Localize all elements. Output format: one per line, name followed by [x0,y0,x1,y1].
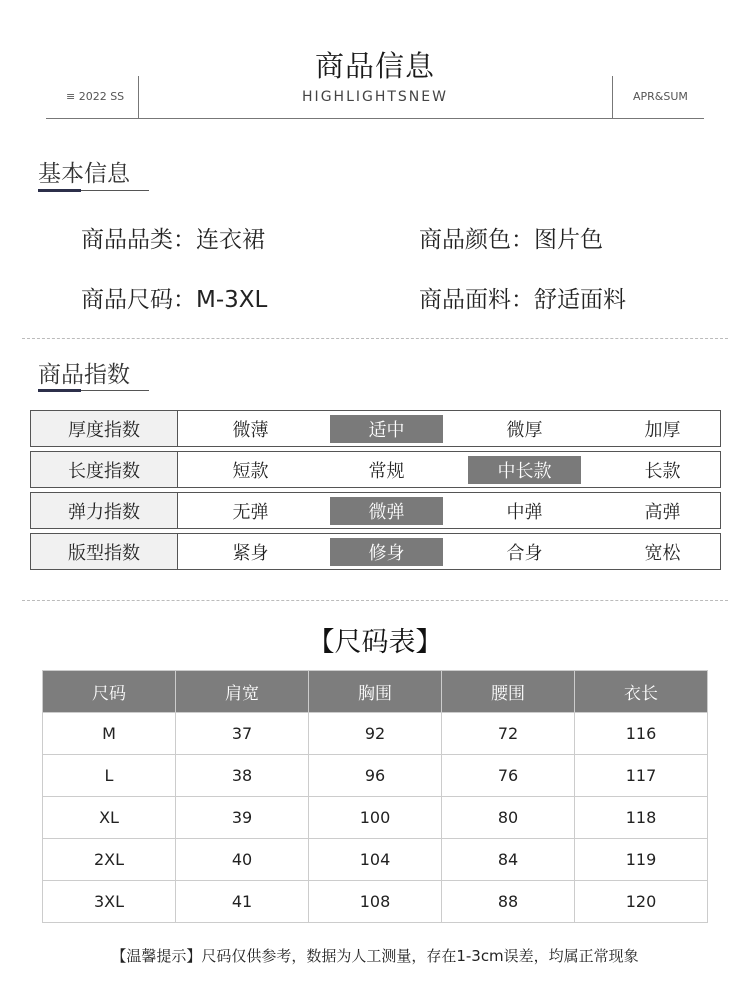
highlights-label: HIGHLIGHTSNEW [302,89,448,105]
table-row [43,881,708,923]
index-option: 短款 [232,461,269,482]
table-cell: 84 [442,839,575,881]
index-row-label: 版型指数 [31,534,178,569]
info-fabric: 商品面料：舒适面料 [419,287,626,313]
table-cell: 40 [176,839,309,881]
table-cell: 2XL [43,839,176,881]
index-row-label: 弹力指数 [31,493,178,528]
index-option: 中弹 [506,502,543,523]
index-row [30,492,721,529]
index-row-label: 厚度指数 [31,411,178,446]
header-underline [46,118,704,119]
table-cell: 118 [575,797,708,839]
table-cell: 80 [442,797,575,839]
index-option: 合身 [506,543,543,564]
index-row [30,451,721,488]
table-row [43,839,708,881]
size-table-title: 【尺码表】 [307,627,443,658]
table-cell: L [43,755,176,797]
index-option-selected: 修身 [330,538,443,566]
info-category: 商品品类：连衣裙 [81,227,265,253]
table-cell: XL [43,797,176,839]
index-row-label: 长度指数 [31,452,178,487]
table-row [43,755,708,797]
index-option: 微厚 [506,420,543,441]
index-option: 常规 [368,461,405,482]
index-option: 长款 [644,461,681,482]
size-table [42,670,708,923]
table-cell: 116 [575,713,708,755]
size-note: 【温馨提示】尺码仅供参考，数据为人工测量，存在1-3cm误差，均属正常现象 [111,947,639,965]
table-cell: 3XL [43,881,176,923]
table-cell: 104 [309,839,442,881]
index-row [30,533,721,570]
index-row [30,410,721,447]
table-cell: 41 [176,881,309,923]
index-option: 宽松 [644,543,681,564]
info-size: 商品尺码：M-3XL [81,287,268,313]
table-cell: 76 [442,755,575,797]
season-label: ≡ 2022 SS [66,90,125,103]
page-title: 商品信息 [314,49,435,83]
size-table-column-header: 尺码 [43,671,176,713]
table-cell: 100 [309,797,442,839]
table-cell: 37 [176,713,309,755]
index-option: 微薄 [232,420,269,441]
table-cell: 119 [575,839,708,881]
index-option-selected: 适中 [330,415,443,443]
section-divider [22,338,728,339]
index-option-selected: 微弹 [330,497,443,525]
section-divider [22,600,728,601]
basic-info-heading: 基本信息 [38,161,130,187]
index-option-selected: 中长款 [468,456,581,484]
index-underline-accent [38,389,81,392]
table-cell: 38 [176,755,309,797]
size-table-column-header: 衣长 [575,671,708,713]
size-table-column-header: 腰围 [442,671,575,713]
table-cell: 39 [176,797,309,839]
info-color: 商品颜色：图片色 [419,227,603,253]
index-option: 加厚 [644,420,681,441]
size-table-header [43,671,708,713]
table-cell: 96 [309,755,442,797]
index-heading: 商品指数 [38,362,130,388]
table-cell: M [43,713,176,755]
month-label: APR&SUM [633,90,688,103]
index-option: 高弹 [644,502,681,523]
basic-info-underline-accent [38,189,81,192]
table-cell: 108 [309,881,442,923]
index-option: 紧身 [232,543,269,564]
table-cell: 72 [442,713,575,755]
table-cell: 117 [575,755,708,797]
index-option: 无弹 [232,502,269,523]
size-table-column-header: 肩宽 [176,671,309,713]
size-table-column-header: 胸围 [309,671,442,713]
table-cell: 88 [442,881,575,923]
table-row [43,713,708,755]
table-cell: 92 [309,713,442,755]
table-cell: 120 [575,881,708,923]
table-row [43,797,708,839]
